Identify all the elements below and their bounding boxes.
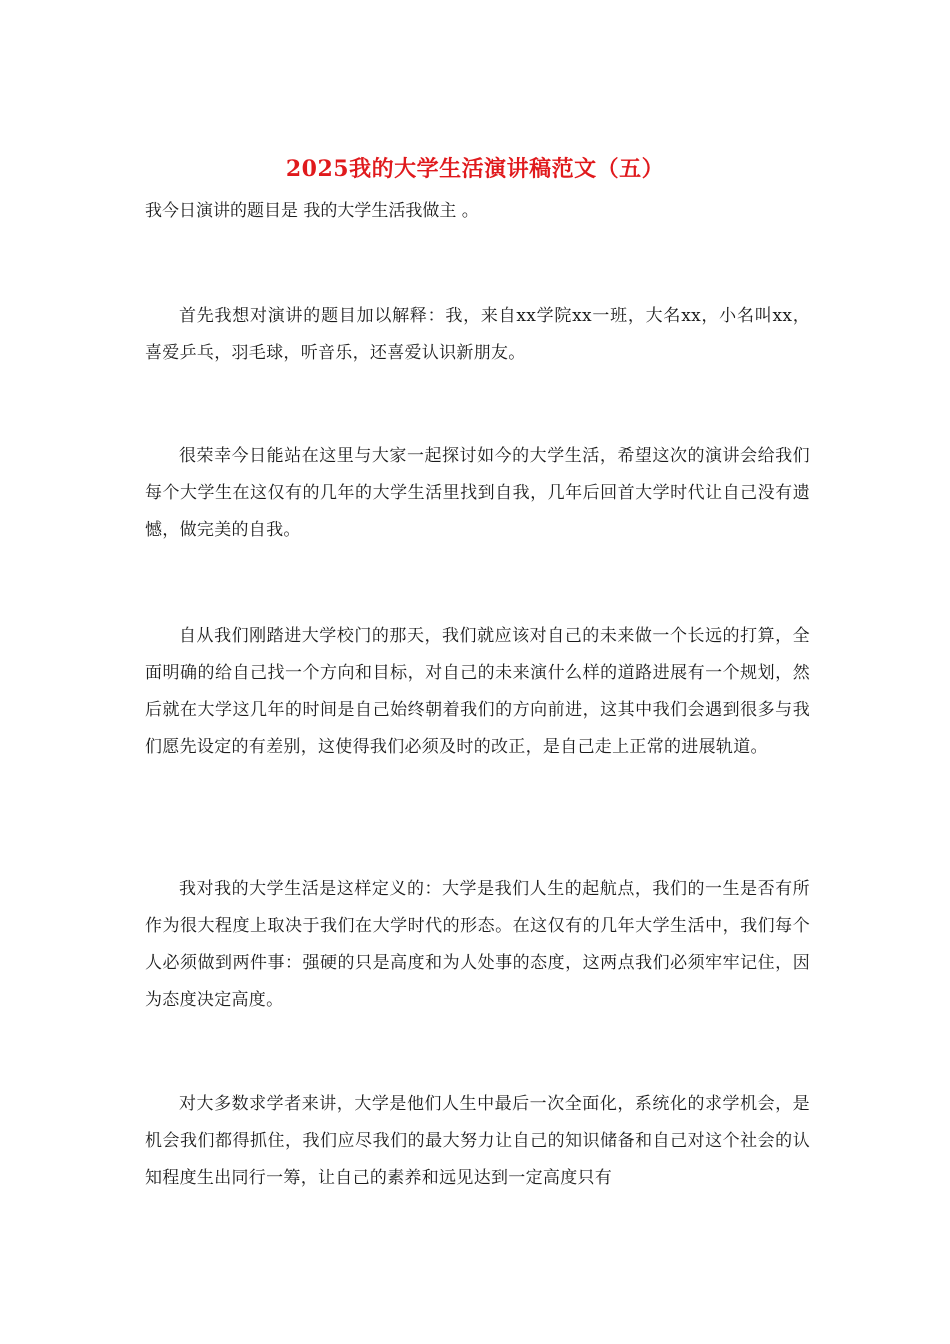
paragraph-4: 我对我的大学生活是这样定义的：大学是我们人生的起航点，我们的一生是否有所作为很大程度上取决于我们在大学时代的形态。在这仅有的几年大学生活中，我们每个人必须做到两件事：强硬的只是高度和为人处事的态度，这两点我们必须牢牢记住，因为态度决定高度。 [145,879,810,1010]
paragraph-1: 首先我想对演讲的题目加以解释：我，来自xx学院xx一班，大名xx，小名叫xx，喜爱乒乓，羽毛球，听音乐，还喜爱认识新朋友。 [145,306,810,363]
document-title: 2025我的大学生活演讲稿范文（五） [285,156,665,182]
paragraph-2: 很荣幸今日能站在这里与大家一起探讨如今的大学生活，希望这次的演讲会给我们每个大学生在这仅有的几年的大学生活里找到自我，几年后回首大学时代让自己没有遗憾，做完美的自我。 [145,446,810,540]
paragraph-3: 自从我们刚踏进大学校门的那天，我们就应该对自己的未来做一个长远的打算，全面明确的给自己找一个方向和目标，对自己的未来演什么样的道路进展有一个规划，然后就在大学这几年的时间是自己始终朝着我们的方向前进，这其中我们会遇到很多与我们愿先设定的有差别，这使得我们必须及时的改正，是自己走上正常的进展轨道。 [145,626,810,757]
intro-line: 我今日演讲的题目是 我的大学生活我做主 。 [145,201,479,221]
paragraph-5: 对大多数求学者来讲，大学是他们人生中最后一次全面化，系统化的求学机会，是机会我们都得抓住，我们应尽我们的最大努力让自己的知识储备和自己对这个社会的认知程度生出同行一筹，让自己的素养和远见达到一定高度只有 [145,1094,810,1188]
